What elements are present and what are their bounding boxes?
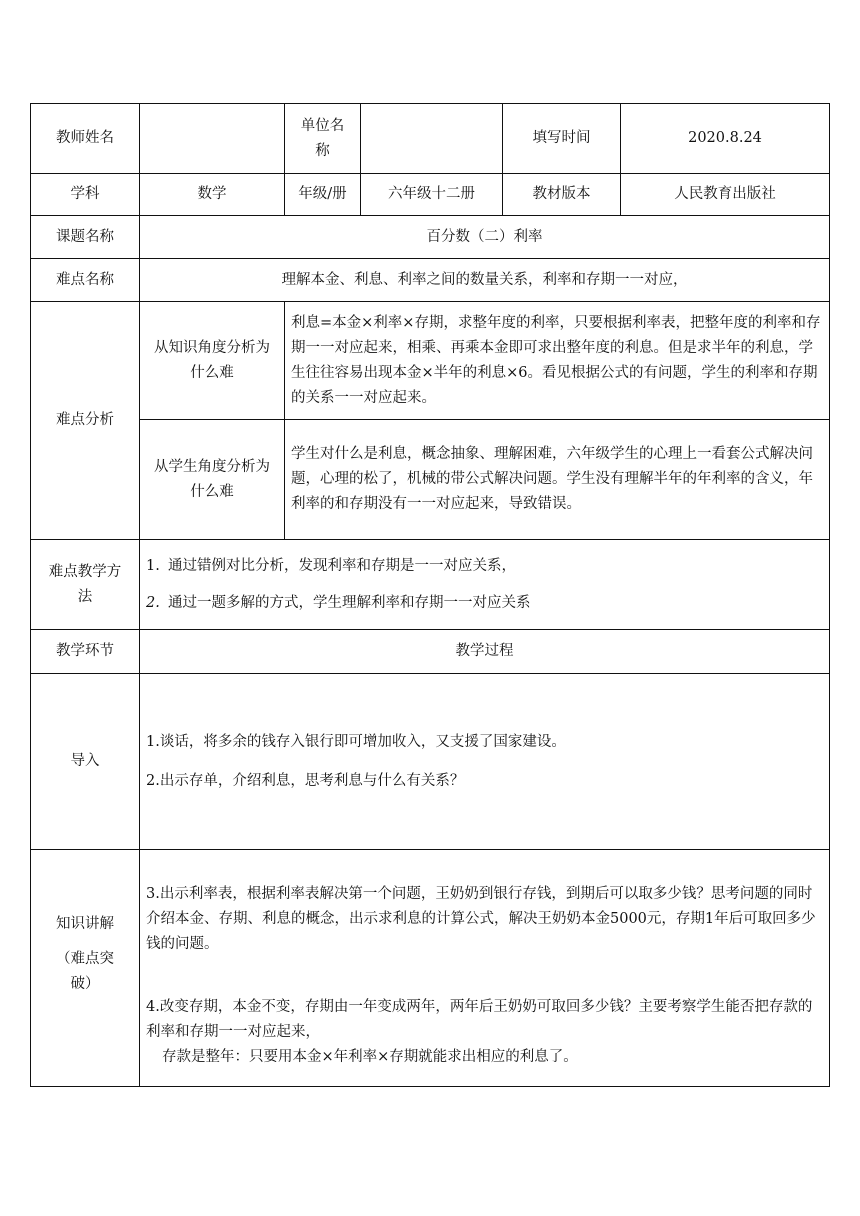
edition-value: 人民教育出版社 [621,174,830,216]
method-item-number: 2. [146,594,160,611]
intro-line: 2.出示存单，介绍利息，思考利息与什么有关系？ [146,772,465,789]
process-header: 教学过程 [140,630,830,674]
analysis-label: 难点分析 [31,302,140,540]
method-item [146,591,823,616]
knowledge-label: 知识讲解 [56,916,114,932]
topic-value: 百分数（二）利率 [140,216,830,259]
knowledge-angle-text: 利息=本金×利率×存期，求整年度的利率，只要根据利率表，把整年度的利率和存期一一对应起来，相乘、再乘本金即可求出整年度的利息。但是求半年的利息，学生往往容易出现本金×半年的利息×6。看见根据公式的有问题，学生的利率和存期的关系一一对应起来。 [285,302,830,420]
knowledge-paragraph: 3.出示利率表，根据利率表解决第一个问题，王奶奶到银行存钱，到期后可以取多少钱？思考问题的同时介绍本金、存期、利息的概念，出示求利息的计算公式，解决王奶奶本金5000元，存期1年后可取回多少钱的问题。 [146,886,816,952]
intro-line: 1.谈话，将多余的钱存入银行即可增加收入，又支援了国家建设。 [146,733,566,750]
unit-name-label: 单位名称 [285,104,361,174]
method-label: 难点教学方法 [31,540,140,630]
method-item-number: 1. [146,557,160,574]
knowledge-paragraph: 存款是整年：只要用本金×年利率×存期就能求出相应的利息了。 [162,1049,578,1065]
difficulty-value: 理解本金、利息、利率之间的数量关系，利率和存期一一对应， [140,259,830,302]
info-row [31,174,830,216]
student-angle-text: 学生对什么是利息，概念抽象、理解困难，六年级学生的心理上一看套公式解决问题，心理的松了，机械的带公式解决问题。学生没有理解半年的年利率的含义，年利率的和存期没有一一对应起来，导致错误。 [285,420,830,540]
knowledge-sub-label: （难点突破） [56,951,114,992]
subject-label: 学科 [31,174,140,216]
knowledge-paragraph: 4.改变存期，本金不变，存期由一年变成两年，两年后王奶奶可取回多少钱？主要考察学生能否把存款的利率和存期一一对应起来， [146,999,813,1040]
method-item-text: 通过错例对比分析，发现利率和存期是一一对应关系， [168,557,516,574]
difficulty-row [31,259,830,302]
knowledge-row [31,850,830,1087]
knowledge-angle-label: 从知识角度分析为什么难 [140,302,285,420]
stage-header: 教学环节 [31,630,140,674]
process-header-row [31,630,830,674]
edition-label: 教材版本 [503,174,621,216]
unit-name-value [361,104,503,174]
method-item [146,554,823,579]
method-row [31,540,830,630]
method-item-text: 通过一题多解的方式，学生理解利率和存期一一对应关系 [168,594,531,611]
analysis-student-row [31,420,830,540]
intro-row [31,674,830,850]
fill-date-value: 2020.8.24 [621,104,830,174]
lesson-plan-table [30,103,830,1087]
knowledge-label-cell [31,850,140,1087]
analysis-knowledge-row [31,302,830,420]
grade-label: 年级/册 [285,174,361,216]
teacher-name-label: 教师姓名 [31,104,140,174]
subject-value: 数学 [140,174,285,216]
difficulty-label: 难点名称 [31,259,140,302]
fill-date-label: 填写时间 [503,104,621,174]
topic-row [31,216,830,259]
method-list [140,540,830,630]
teacher-name-value [140,104,285,174]
intro-label: 导入 [31,674,140,850]
topic-label: 课题名称 [31,216,140,259]
header-row [31,104,830,174]
intro-content [140,674,830,850]
knowledge-content [140,850,830,1087]
grade-value: 六年级十二册 [361,174,503,216]
student-angle-label: 从学生角度分析为什么难 [140,420,285,540]
